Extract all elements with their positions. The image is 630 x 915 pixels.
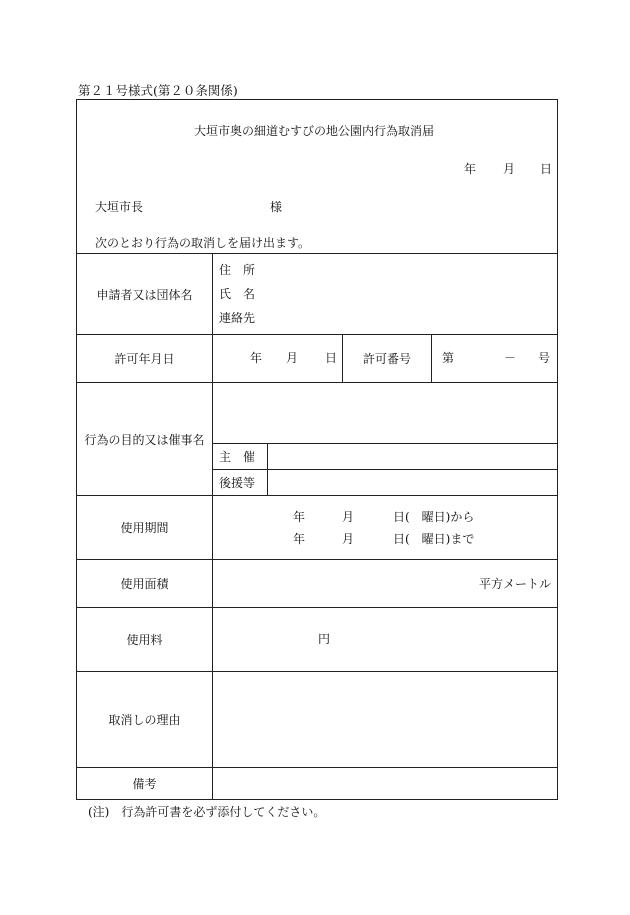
supporter-label: 後援等 (213, 470, 268, 496)
organizer-label: 主 催 (213, 444, 268, 470)
fee-unit: 円 (318, 632, 331, 646)
period-from-day: 日( 曜日)から (393, 510, 475, 524)
permit-number-dash: － (504, 351, 517, 365)
fee-field[interactable] (213, 608, 558, 672)
contact-label: 連絡先 (219, 311, 256, 325)
form-header (77, 100, 558, 254)
permit-month-label: 月 (286, 351, 299, 365)
period-from-year: 年 (293, 510, 306, 524)
addressee: 大垣市長 (95, 200, 144, 214)
reason-label: 取消しの理由 (77, 672, 213, 768)
statement: 次のとおり行為の取消しを届け出ます。 (95, 236, 311, 250)
form-number: 第２１号様式(第２０条関係) (78, 83, 238, 98)
purpose-label: 行為の目的又は催事名 (77, 383, 213, 496)
period-from-month: 月 (342, 510, 355, 524)
reason-field[interactable] (213, 672, 558, 768)
permit-day-label: 日 (325, 351, 338, 365)
permit-number-prefix: 第 (442, 351, 455, 365)
organizer-field[interactable] (268, 444, 558, 470)
address-label: 住 所 (219, 263, 256, 277)
purpose-field[interactable] (213, 383, 558, 444)
attachment-note: (注) 行為許可書を必ず添付してください。 (88, 805, 326, 819)
applicant-label: 申請者又は団体名 (77, 254, 213, 335)
period-to-day: 日( 曜日)まで (393, 532, 475, 546)
fee-label: 使用料 (77, 608, 213, 672)
honorific: 様 (270, 200, 283, 214)
permit-number-label: 許可番号 (343, 335, 432, 383)
period-to-month: 月 (342, 532, 355, 546)
permit-date-label: 許可年月日 (77, 335, 213, 383)
period-field[interactable] (213, 496, 558, 560)
remarks-label: 備考 (77, 768, 213, 800)
area-field[interactable] (213, 560, 558, 608)
cancellation-form (76, 99, 558, 800)
permit-number-suffix: 号 (538, 351, 551, 365)
applicant-field[interactable] (213, 254, 558, 335)
form-title: 大垣市奥の細道むすびの地公園内行為取消届 (194, 124, 435, 138)
area-unit: 平方メートル (479, 577, 552, 591)
period-to-year: 年 (293, 532, 306, 546)
supporter-field[interactable] (268, 470, 558, 496)
period-label: 使用期間 (77, 496, 213, 560)
date-year-label: 年 (464, 162, 477, 176)
date-month-label: 月 (503, 162, 516, 176)
date-day-label: 日 (540, 162, 553, 176)
area-label: 使用面積 (77, 560, 213, 608)
permit-number-field[interactable] (432, 335, 558, 383)
permit-date-field[interactable] (213, 335, 343, 383)
remarks-field[interactable] (213, 768, 558, 800)
name-label: 氏 名 (219, 287, 256, 301)
permit-year-label: 年 (250, 351, 263, 365)
